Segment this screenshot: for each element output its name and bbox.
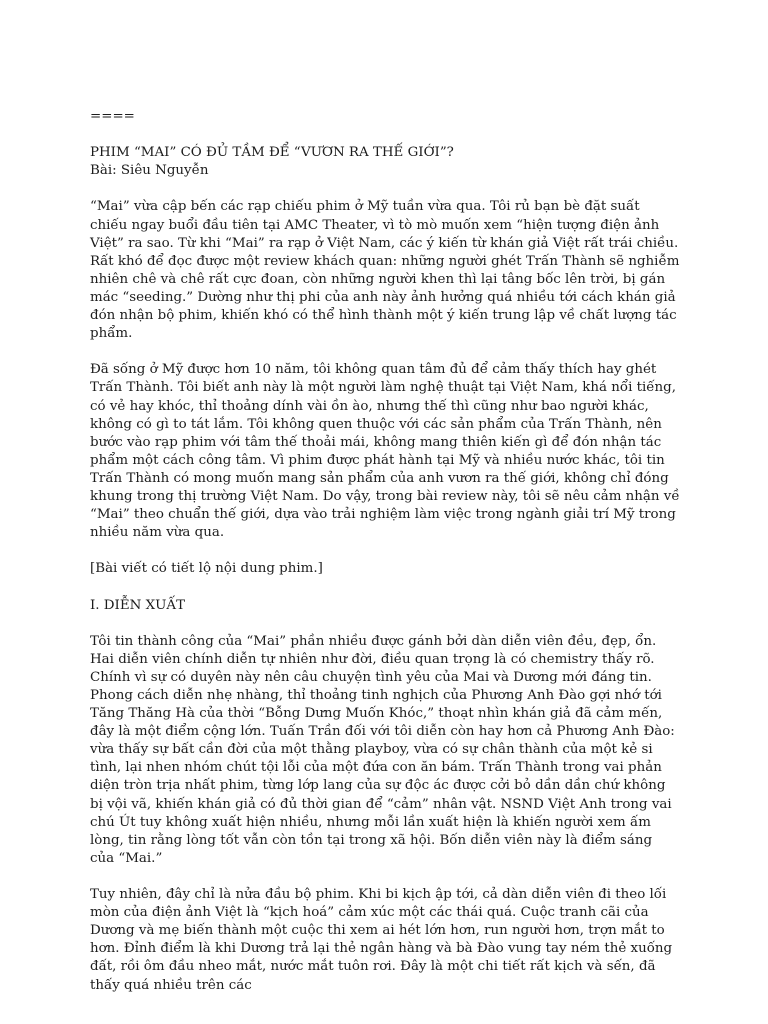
separator-line: ====: [90, 109, 135, 124]
paragraph-acting: Tôi tin thành công của “Mai” phần nhiều được gánh bởi dàn diễn viên đều, đẹp, ổn. Hai diễn viên chính diễn tự nhiên như đời, điều quan trọng là có chemistry thấy rõ. Chính vì sự có duyên này nên câu chuyện tình yêu của Mai và Dương mới đáng tin. Phong cách diễn nhẹ nhàng, thỉ thoảng tinh nghịch của Phương Anh Đào gợi nhớ tới Tăng Thăng Hà của thời “Bỗng Dưng Muốn Khóc,” thoạt nhìn khán giả đã cảm mến, đây là một điểm cộng lớn. Tuấn Trần đối với tôi diễn còn hay hơn cả Phương Anh Đào: vừa thấy sự bất cần đời của một thằng playboy, vừa có sự chân thành của một kẻ si tình, lại nhen nhóm chút tội lỗi của một đứa con ăn bám. Trấn Thành trong vai phản diện tròn trịa nhất phim, từng lớp lang của sự độc ác được cởi bỏ dần dần chứ không bị vội vã, khiến khán giả có đủ thời gian để “cảm” nhân vật. NSND Việt Anh trong vai chú Út tuy không xuất hiện nhiều, nhưng mỗi lần xuất hiện là khiến người xem ấm lòng, tin rằng lòng tốt vẫn còn tồn tại trong xã hội. Bốn diễn viên này là điểm sáng của “Mai.”: [90, 633, 675, 866]
paragraph-acting-critique: Tuy nhiên, đây chỉ là nửa đầu bộ phim. Khi bi kịch ập tới, cả dàn diễn viên đi theo lối mòn của điện ảnh Việt là “kịch hoá” cảm xúc một các thái quá. Cuộc tranh cãi của Dương và mẹ biến thành một cuộc thi xem ai hét lớn hơn, run người hơn, trợn mắt to hơn. Đỉnh điểm là khi Dương trả lại thẻ ngân hàng và bà Đào vung tay ném thẻ xuống đất, rồi ôm đầu nheo mắt, nước mắt tuôn rơi. Đây là một chi tiết rất kịch và sến, đã thấy quá nhiều trên các: [90, 887, 673, 993]
article-title: PHIM “MAI” CÓ ĐỦ TẦM ĐỂ “VƯƠN RA THẾ GIỚI”?: [90, 145, 454, 161]
paragraph-background: Đã sống ở Mỹ được hơn 10 năm, tôi không quan tâm đủ để cảm thấy thích hay ghét Trấn Thành. Tôi biết anh này là một người làm nghệ thuật tại Việt Nam, khá nổi tiếng, có vẻ hay khóc, thỉ thoảng dính vài ồn ào, nhưng thế thì cũng như bao người khác, không có gì to tát lắm. Tôi không quen thuộc với các sản phẩm của Trấn Thành, nên bước vào rạp phim với tâm thế thoải mái, không mang thiên kiến gì để đón nhận tác phẩm một cách công tâm. Vì phim được phát hành tại Mỹ và nhiều nước khác, tôi tin Trấn Thành có mong muốn mang sản phẩm của anh vươn ra thế giới, không chỉ đóng khung trong thị trường Việt Nam. Do vậy, trong bài review này, tôi sẽ nêu cảm nhận về “Mai” theo chuẩn thế giới, dựa vào trải nghiệm làm việc trong ngành giải trí Mỹ trong nhiều năm vừa qua.: [90, 362, 680, 541]
title-block: [90, 144, 680, 180]
paragraph-intro: “Mai” vừa cập bến các rạp chiếu phim ở Mỹ tuần vừa qua. Tôi rủ bạn bè đặt suất chiếu ngay buổi đầu tiên tại AMC Theater, vì tò mò muốn xem “hiện tượng điện ảnh Việt” ra sao. Từ khi “Mai” ra rạp ở Việt Nam, các ý kiến từ khán giả Việt rất trái chiều. Rất khó để đọc được một review khách quan: những người ghét Trấn Thành sẽ nghiễm nhiên chê và chê rất cực đoan, còn những người khen thì lại tâng bốc lên trời, bị gán mác “seeding.” Dường như thị phi của anh này ảnh hưởng quá nhiều tới cách khán giả đón nhận bộ phim, khiến khó có thể hình thành một ý kiến trung lập về chất lượng tác phẩm.: [90, 199, 680, 342]
section-heading-acting: I. DIỄN XUẤT: [90, 597, 185, 613]
spoiler-note: [Bài viết có tiết lộ nội dung phim.]: [90, 561, 323, 577]
article-byline: Bài: Siêu Nguyễn: [90, 163, 209, 179]
document-page: [90, 108, 680, 1013]
